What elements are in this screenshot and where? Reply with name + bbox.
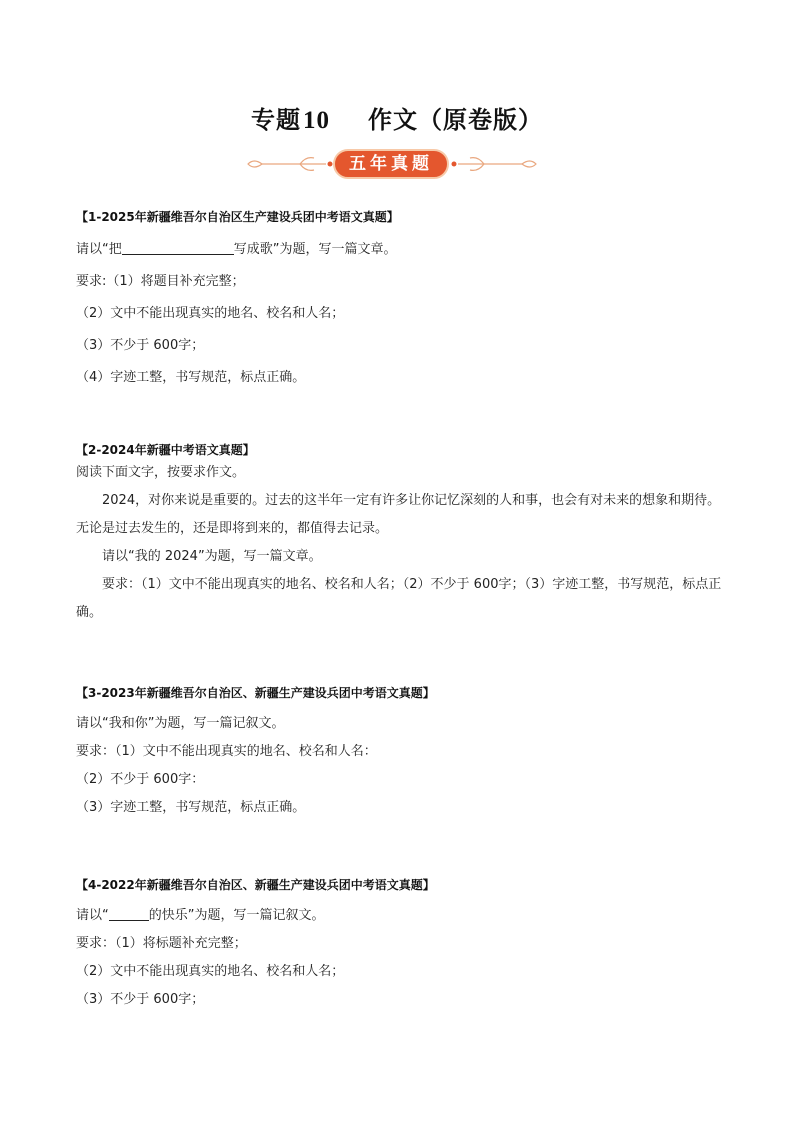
section-1-prompt-after: 写成歌”为题，写一篇文章。 [233, 242, 397, 257]
section-badge-row [0, 148, 794, 182]
section-3-req-3: （3）字迹工整，书写规范，标点正确。 [76, 800, 306, 815]
section-2-prompt: 请以“我的 2024”为题，写一篇文章。 [102, 549, 322, 564]
section-1-header: 【1-2025年新疆维吾尔自治区生产建设兵团中考语文真题】 [76, 210, 399, 224]
section-1-req-4: （4）字迹工整，书写规范，标点正确。 [76, 370, 306, 385]
section-3-req-1: 要求：（1）文中不能出现真实的地名、校名和人名： [76, 744, 377, 759]
section-2-header: 【2-2024年新疆中考语文真题】 [76, 443, 255, 457]
section-2-intro: 阅读下面文字，按要求作文。 [76, 465, 246, 480]
section-4-header: 【4-2022年新疆维吾尔自治区、新疆生产建设兵团中考语文真题】 [76, 878, 435, 892]
fill-blank [109, 906, 149, 921]
section-4-req-3: （3）不少于 600字； [76, 992, 205, 1007]
section-4-req-2: （2）文中不能出现真实的地名、校名和人名； [76, 964, 345, 979]
page-title [0, 100, 794, 135]
title-prefix: 专题 [251, 106, 301, 134]
section-3-header: 【3-2023年新疆维吾尔自治区、新疆生产建设兵团中考语文真题】 [76, 686, 435, 700]
section-1-prompt [76, 238, 397, 257]
section-4-prompt-before: 请以“ [76, 908, 109, 923]
section-4-req-1: 要求：（1）将标题补充完整； [76, 936, 247, 951]
section-1-req-3: （3）不少于 600字； [76, 338, 205, 353]
section-3-req-2: （2）不少于 600字： [76, 772, 205, 787]
five-year-exam-badge: 五年真题 [333, 149, 449, 179]
section-1-prompt-before: 请以“把 [76, 242, 122, 257]
fill-blank [122, 240, 234, 255]
section-3-prompt: 请以“我和你”为题，写一篇记叙文。 [76, 716, 285, 731]
title-suffix: 作文（原卷版） [368, 106, 543, 134]
section-4-prompt [76, 904, 325, 923]
title-number: 10 [303, 107, 330, 134]
section-2-body [76, 459, 724, 627]
section-2-requirements: 要求：（1）文中不能出现真实的地名、校名和人名；（2）不少于 600字；（3）字迹工整，书写规范，标点正确。 [76, 577, 722, 620]
section-2-text: 2024，对你来说是重要的。过去的这半年一定有许多让你记忆深刻的人和事，也会有对未来的想象和期待。无论是过去发生的，还是即将到来的，都值得去记录。 [76, 493, 721, 536]
section-1-req-2: （2）文中不能出现真实的地名、校名和人名； [76, 306, 345, 321]
section-4-prompt-after: 的快乐”为题，写一篇记叙文。 [148, 908, 325, 923]
section-1-req-1: 要求:（1）将题目补充完整； [76, 274, 245, 289]
